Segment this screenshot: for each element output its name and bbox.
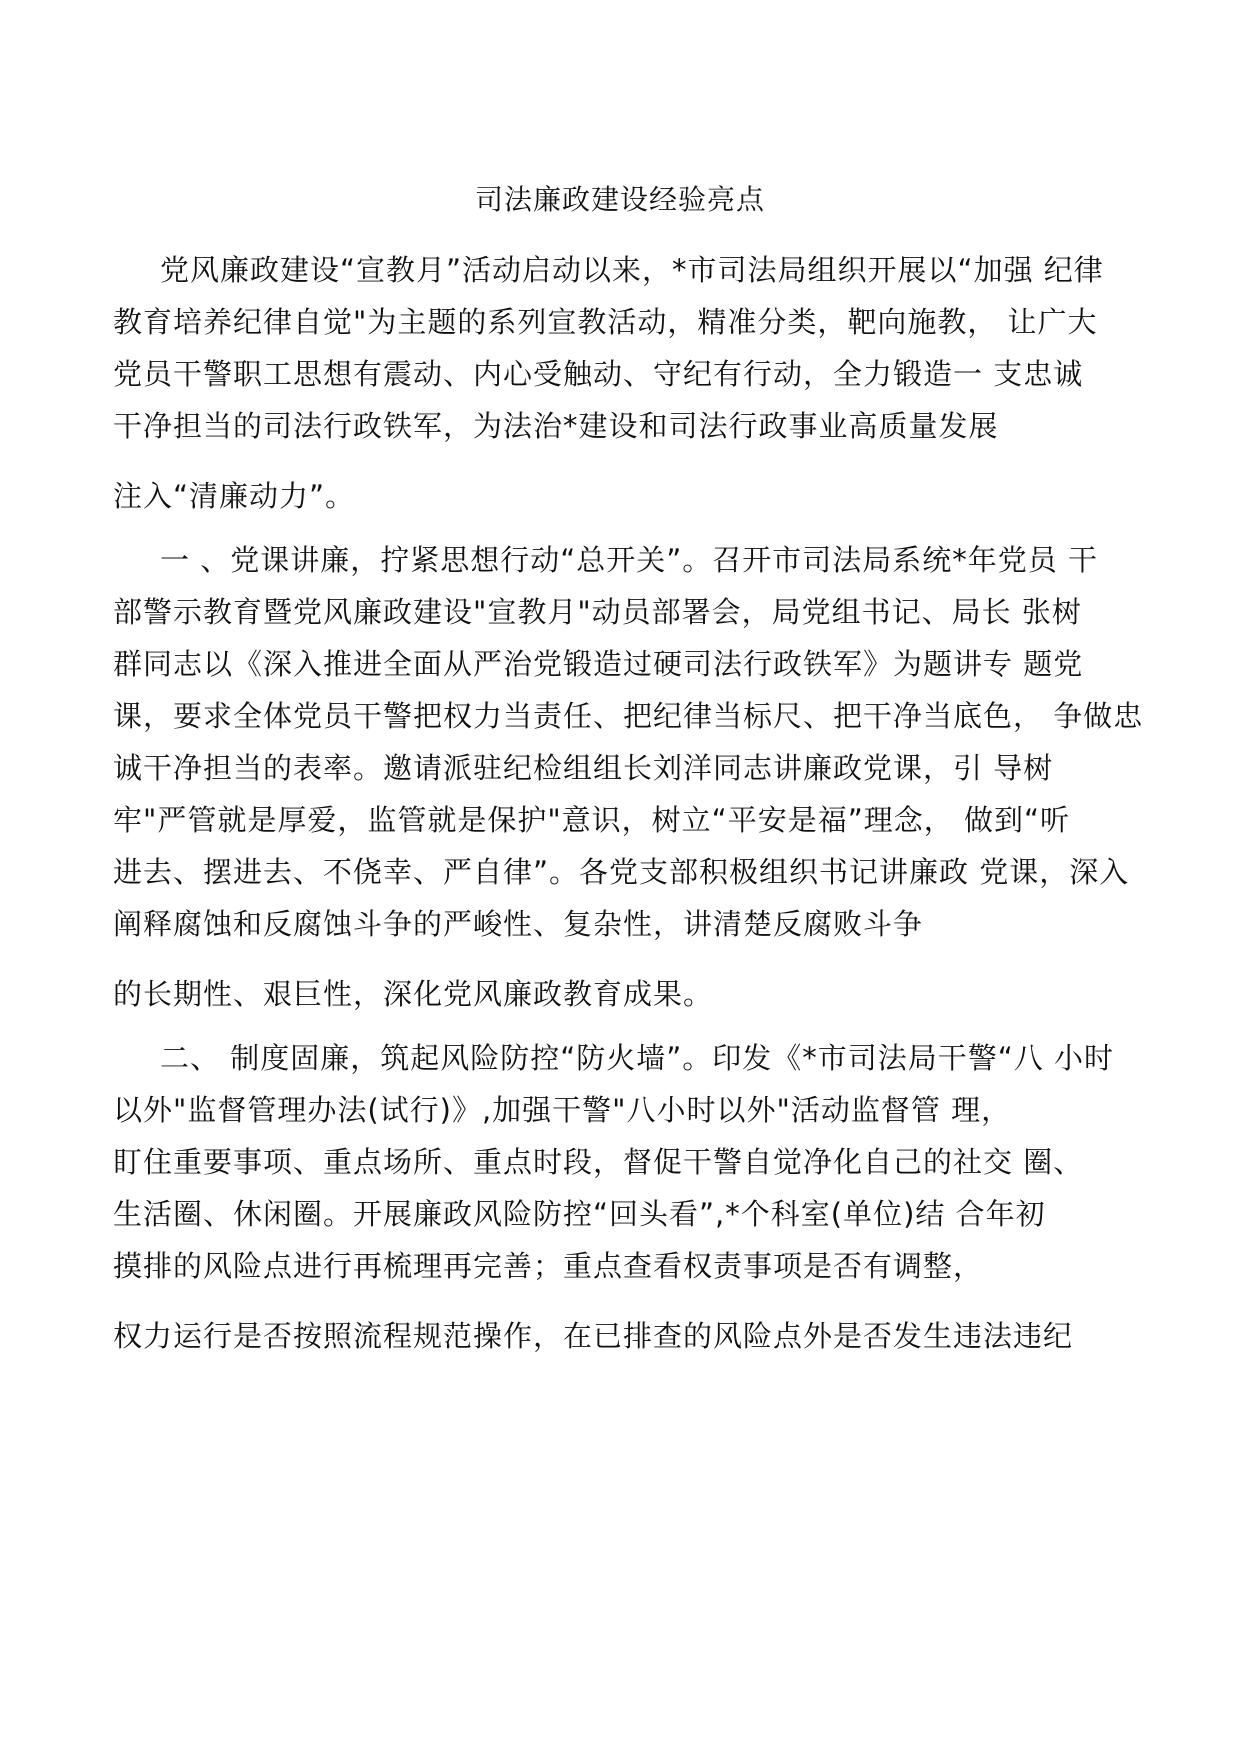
paragraph-line: 阐释腐蚀和反腐蚀斗争的严峻性、复杂性，讲清楚反腐败斗争 bbox=[113, 907, 924, 941]
paragraph-line: 党员干警职工思想有震动、内心受触动、守纪有行动，全力锻造一 支忠诚 bbox=[113, 357, 1084, 391]
paragraph-line: 党风廉政建设“宣教月”活动启动以来，*市司法局组织开展以“加强 纪律 bbox=[160, 253, 1104, 287]
paragraph-line: 诚干净担当的表率。邀请派驻纪检组组长刘洋同志讲廉政党课，引 导树 bbox=[113, 751, 1054, 785]
paragraph-line: 以外"监督管理办法(试行)》,加强干警"八小时以外"活动监督管 理， bbox=[113, 1093, 1012, 1127]
paragraph-line: 一 、党课讲廉，拧紧思想行动“总开关”。召开市司法局系统*年党员 干 bbox=[160, 543, 1098, 577]
paragraph-line: 的长期性、艰巨性，深化党风廉政教育成果。 bbox=[113, 977, 714, 1011]
paragraph-line: 牢"严管就是厚爱，监管就是保护"意识，树立“平安是福”理念， 做到“听 bbox=[113, 803, 1070, 837]
paragraph-line: 干净担当的司法行政铁军，为法治*建设和司法行政事业高质量发展 bbox=[113, 409, 999, 443]
paragraph-line: 群同志以《深入推进全面从严治党锻造过硬司法行政铁军》为题讲专 题党 bbox=[113, 647, 1084, 681]
paragraph-line: 盯住重要事项、重点场所、重点时段，督促干警自觉净化自己的社交 圈、 bbox=[113, 1145, 1084, 1179]
paragraph-line: 教育培养纪律自觉"为主题的系列宣教活动，精准分类，靶向施教， 让广大 bbox=[113, 305, 1098, 339]
paragraph-line: 部警示教育暨党风廉政建设"宣教月"动员部署会，局党组书记、局长 张树 bbox=[113, 595, 1082, 629]
paragraph-line: 课，要求全体党员干警把权力当责任、把纪律当标尺、把干净当底色， 争做忠 bbox=[113, 699, 1144, 733]
paragraph-line: 注入“清廉动力”。 bbox=[113, 479, 356, 513]
paragraph-line: 生活圈、休闲圈。开展廉政风险防控“回头看”,*个科室(单位)结 合年初 bbox=[113, 1197, 1046, 1231]
paragraph-line: 进去、摆进去、不侥幸、严自律”。各党支部积极组织书记讲廉政 党课，深入 bbox=[113, 855, 1130, 889]
paragraph-line: 摸排的风险点进行再梳理再完善；重点查看权责事项是否有调整， bbox=[113, 1249, 984, 1283]
paragraph-line: 权力运行是否按照流程规范操作，在已排查的风险点外是否发生违法违纪 bbox=[113, 1319, 1074, 1353]
paragraph-line: 二、 制度固廉，筑起风险防控“防火墙”。印发《*市司法局干警“八 小时 bbox=[160, 1041, 1115, 1075]
document-title: 司法廉政建设经验亮点 bbox=[474, 183, 765, 216]
